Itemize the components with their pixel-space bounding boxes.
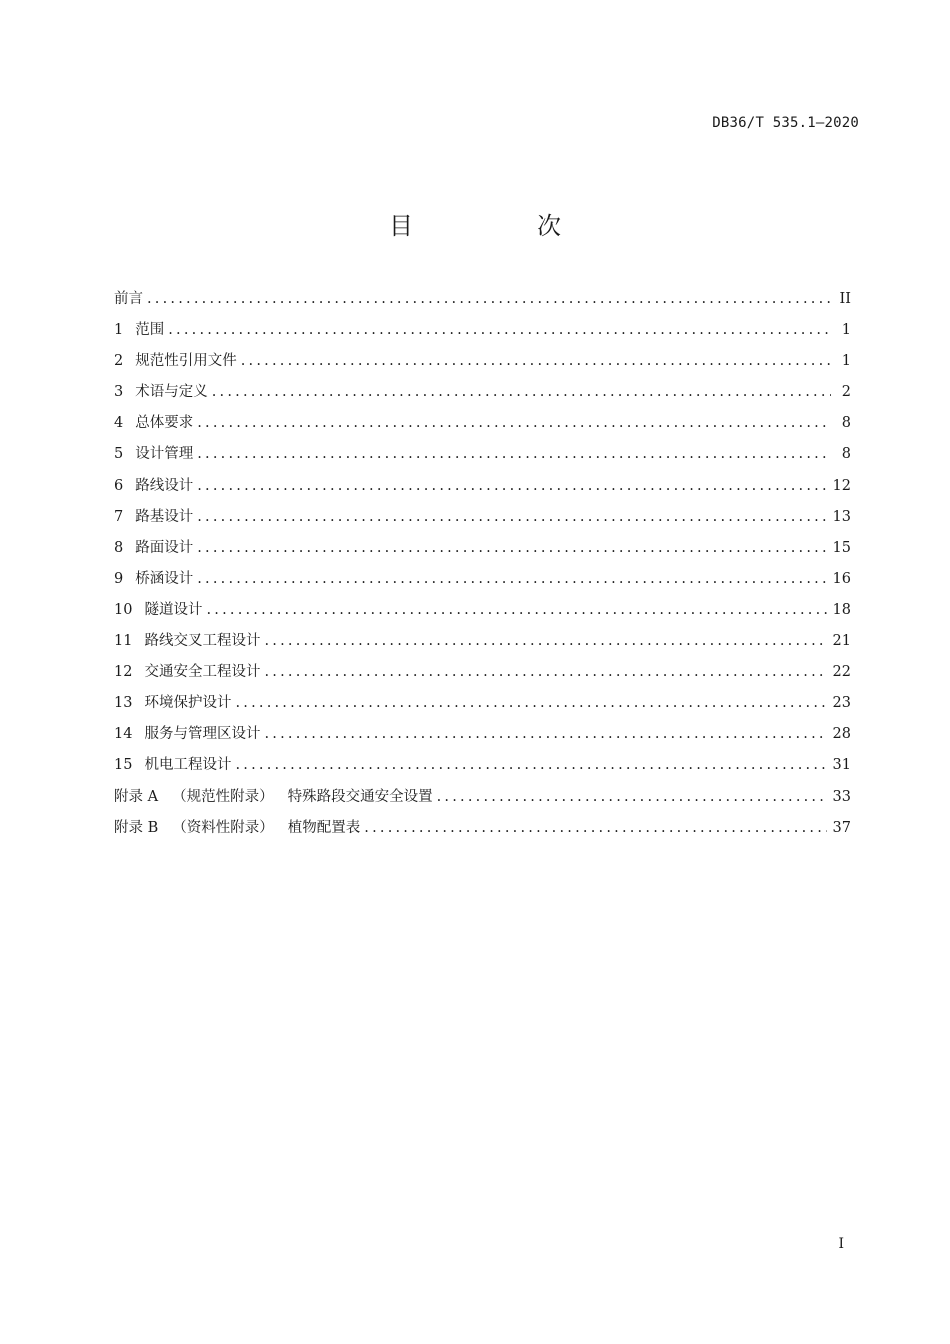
toc-entry-title: 交通安全工程设计: [144, 664, 261, 681]
toc-entry-label: [114, 816, 360, 837]
toc-entry-title: 规范性引用文件: [135, 353, 237, 370]
dot-leader: [206, 602, 826, 618]
toc-entry-page: 22: [832, 664, 851, 681]
toc-entry-title: 路基设计: [135, 508, 194, 525]
toc-entry-4[interactable]: [114, 411, 851, 442]
toc-entry-14[interactable]: [114, 722, 851, 753]
toc-entry-15[interactable]: [114, 753, 851, 784]
toc-entry-page: 23: [832, 695, 851, 712]
dot-leader: [197, 571, 826, 587]
toc-entry-title: 隧道设计: [144, 601, 203, 618]
toc-entry-foreword[interactable]: [114, 287, 851, 318]
toc-entry-page: 33: [832, 788, 851, 805]
toc-entry-7[interactable]: [114, 505, 851, 536]
toc-entry-label: [114, 411, 193, 432]
toc-entry-title: 植物配置表: [287, 819, 361, 836]
toc-entry-page: 8: [841, 446, 851, 463]
toc-entry-number: 14: [114, 726, 133, 743]
toc-entry-number: 11: [114, 633, 133, 650]
dot-leader: [212, 384, 831, 400]
toc-entry-label: 前言: [114, 291, 143, 307]
dot-leader: [197, 446, 831, 462]
toc-entry-label: [114, 442, 193, 463]
dot-leader: [264, 633, 826, 649]
toc-entry-number: 6: [114, 477, 124, 494]
toc-entry-number: 5: [114, 446, 124, 463]
toc-entry-8[interactable]: [114, 536, 851, 567]
toc-entry-1[interactable]: [114, 318, 851, 349]
toc-entry-page: 2: [841, 384, 851, 401]
toc-entry-10[interactable]: [114, 598, 851, 629]
dot-leader: [241, 353, 831, 369]
toc-entry-page: 15: [832, 539, 851, 556]
toc-entry-page: 12: [832, 477, 851, 494]
toc-entry-label: [114, 598, 202, 619]
toc-entry-5[interactable]: [114, 442, 851, 473]
toc-entry-page: 1: [841, 322, 851, 339]
toc-entry-page: II: [839, 291, 851, 307]
toc-entry-6[interactable]: [114, 474, 851, 505]
dot-leader: [197, 540, 826, 556]
toc-entry-label: [114, 753, 231, 774]
toc-entry-page: 21: [832, 633, 851, 650]
dot-leader: [364, 820, 826, 836]
toc-entry-label: [114, 380, 208, 401]
dot-leader: [437, 789, 827, 805]
page-number: I: [838, 1236, 844, 1252]
toc-entry-number: 8: [114, 539, 124, 556]
toc-entry-label: [114, 629, 260, 650]
toc-entry-number: 2: [114, 353, 124, 370]
toc-entry-title: 设计管理: [135, 446, 194, 463]
dot-leader: [168, 322, 831, 338]
toc-entry-label: [114, 567, 193, 588]
dot-leader: [197, 478, 826, 494]
toc-entry-page: 31: [832, 757, 851, 774]
toc-entry-title: 路线设计: [135, 477, 194, 494]
toc-entry-page: 16: [832, 570, 851, 587]
toc-entry-3[interactable]: [114, 380, 851, 411]
toc-entry-title: 特殊路段交通安全设置: [287, 788, 433, 805]
toc-entry-number: 13: [114, 695, 133, 712]
toc-entry-title: 路线交叉工程设计: [144, 633, 261, 650]
dot-leader: [197, 415, 831, 431]
toc-entry-13[interactable]: [114, 691, 851, 722]
toc-entry-title: 总体要求: [135, 415, 194, 432]
toc-entry-title: 服务与管理区设计: [144, 726, 261, 743]
toc-entry-number: 4: [114, 415, 124, 432]
toc-entry-title: 范围: [135, 322, 165, 339]
toc-entry-label: [114, 349, 237, 370]
toc-entry-page: 8: [841, 415, 851, 432]
toc-entry-number: 12: [114, 664, 133, 681]
toc-entry-number: 15: [114, 757, 133, 774]
toc-entry-page: 13: [832, 508, 851, 525]
dot-leader: [264, 664, 826, 680]
toc-entry-title: 环境保护设计: [144, 695, 232, 712]
toc-entry-label: [114, 660, 260, 681]
toc-entry-label: [114, 505, 193, 526]
toc-entry-9[interactable]: [114, 567, 851, 598]
toc-entry-label: [114, 691, 231, 712]
table-of-contents: [114, 287, 851, 847]
toc-entry-page: 1: [841, 353, 851, 370]
toc-entry-number: 9: [114, 570, 124, 587]
appendix-prefix: 附录 B: [114, 819, 159, 836]
toc-entry-title: 术语与定义: [135, 384, 208, 401]
toc-entry-label: [114, 536, 193, 557]
toc-entry-number: 1: [114, 322, 124, 339]
standard-code: DB36/T 535.1—2020: [712, 115, 859, 131]
toc-entry-title: 路面设计: [135, 539, 194, 556]
toc-entry-11[interactable]: [114, 629, 851, 660]
toc-entry-number: 7: [114, 508, 124, 525]
toc-entry-label: [114, 785, 433, 806]
toc-entry-number: 10: [114, 601, 133, 618]
toc-entry-label: [114, 318, 164, 339]
toc-entry-page: 28: [832, 726, 851, 743]
dot-leader: [147, 291, 831, 307]
toc-entry-appendix-b[interactable]: [114, 816, 851, 847]
toc-entry-label: [114, 474, 193, 495]
toc-entry-page: 18: [832, 601, 851, 618]
appendix-type: （资料性附录）: [172, 819, 274, 836]
toc-entry-12[interactable]: [114, 660, 851, 691]
appendix-prefix: 附录 A: [114, 788, 159, 805]
dot-leader: [197, 509, 826, 525]
toc-entry-title: 机电工程设计: [144, 757, 232, 774]
dot-leader: [235, 695, 826, 711]
toc-entry-number: 3: [114, 384, 124, 401]
dot-leader: [235, 757, 826, 773]
dot-leader: [264, 726, 826, 742]
page-title: 目 次: [389, 212, 611, 240]
toc-entry-appendix-a[interactable]: [114, 785, 851, 816]
toc-entry-title: 桥涵设计: [135, 570, 194, 587]
toc-entry-2[interactable]: [114, 349, 851, 380]
appendix-type: （规范性附录）: [172, 788, 274, 805]
toc-entry-label: [114, 722, 260, 743]
toc-entry-page: 37: [832, 819, 851, 836]
